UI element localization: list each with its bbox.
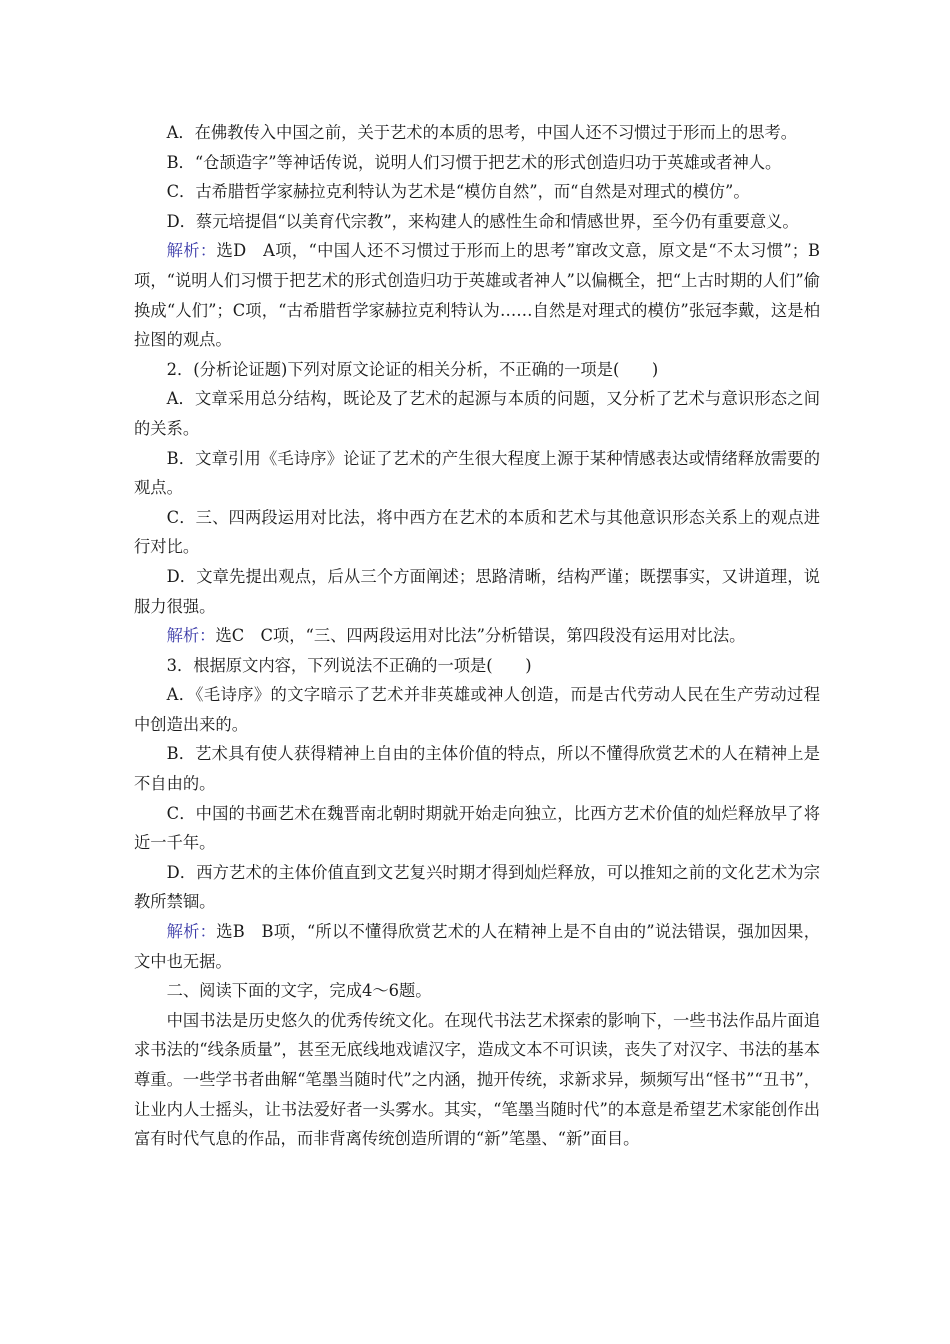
- analysis-label: 解析：: [166, 626, 216, 646]
- analysis-label: 解析：: [166, 241, 217, 261]
- q3-option-b: B．艺术具有使人获得精神上自由的主体价值的特点，所以不懂得欣赏艺术的人在精神上是不自由的。: [134, 744, 820, 794]
- q1-analysis: [134, 236, 820, 354]
- analysis-label: 解析：: [166, 922, 217, 942]
- section2-passage: 中国书法是历史悠久的优秀传统文化。在现代书法艺术探索的影响下，一些书法作品片面追求书法的“线条质量”，甚至无底线地戏谑汉字，造成文本不可识读，丧失了对汉字、书法的基本尊重。一些学书者曲解“笔墨当随时代”之内涵，抛开传统，求新求异，频频写出“怪书”“丑书”，让业内人士摇头，让书法爱好者一头雾水。其实，“笔墨当随时代”的本意是希望艺术家能创作出富有时代气息的作品，而非背离传统创造所谓的“新”笔墨、“新”面目。: [134, 1010, 820, 1149]
- q3-analysis: [134, 917, 820, 976]
- q3-option-a: A．《毛诗序》的文字暗示了艺术并非英雄或神人创造，而是古代劳动人民在生产劳动过程中创造出来的。: [134, 685, 820, 734]
- q2-stem: 2．(分析论证题)下列对原文论证的相关分析，不正确的一项是( ): [166, 359, 659, 379]
- q2-option-d: D．文章先提出观点，后从三个方面阐述；思路清晰，结构严谨；既摆事实，又讲道理，说服力很强。: [134, 566, 820, 616]
- q1-option-b: B．“仓颉造字”等神话传说，说明人们习惯于把艺术的形式创造归功于英雄或者神人。: [166, 152, 782, 172]
- q1-option-d: D．蔡元培提倡“以美育代宗教”，来构建人的感性生命和情感世界，至今仍有重要意义。: [166, 211, 799, 231]
- analysis-text: 选C C项，“三、四两段运用对比法”分析错误，第四段没有运用对比法。: [215, 626, 746, 646]
- document-page: [134, 118, 820, 1154]
- q2-option-a: A．文章采用总分结构，既论及了艺术的起源与本质的问题，又分析了艺术与意识形态之间的关系。: [134, 389, 820, 438]
- q2-option-c: C．三、四两段运用对比法，将中西方在艺术的本质和艺术与其他意识形态关系上的观点进行对比。: [134, 507, 820, 557]
- q2-analysis: [134, 621, 820, 651]
- q2-option-b: B．文章引用《毛诗序》论证了艺术的产生很大程度上源于某种情感表达或情绪释放需要的观点。: [134, 448, 820, 498]
- q1-option-c: C．古希腊哲学家赫拉克利特认为艺术是“模仿自然”，而“自然是对理式的模仿”。: [166, 182, 750, 202]
- analysis-text: 选D A项，“中国人还不习惯过于形而上的思考”窜改文意，原文是“不太习惯”；B项，“说明人们习惯于把艺术的形式创造归功于英雄或者神人”以偏概全，把“上古时期的人们”偷换成“人们”；C项，“古希腊哲学家赫拉克利特认为……自然是对理式的模仿”张冠李戴，这是柏拉图的观点。: [134, 241, 820, 350]
- q1-option-a: A．在佛教传入中国之前，关于艺术的本质的思考，中国人还不习惯过于形而上的思考。: [166, 123, 798, 142]
- q3-option-d: D．西方艺术的主体价值直到文艺复兴时期才得到灿烂释放，可以推知之前的文化艺术为宗教所禁锢。: [134, 862, 820, 912]
- q3-stem: 3．根据原文内容，下列说法不正确的一项是( ): [166, 655, 532, 675]
- q3-option-c: C．中国的书画艺术在魏晋南北朝时期就开始走向独立，比西方艺术价值的灿烂释放早了将近一千年。: [134, 803, 820, 853]
- section2-heading: 二、阅读下面的文字，完成4～6题。: [166, 981, 432, 1001]
- analysis-text: 选B B项，“所以不懂得欣赏艺术的人在精神上是不自由的”说法错误，强加因果，文中也无据。: [134, 922, 820, 971]
